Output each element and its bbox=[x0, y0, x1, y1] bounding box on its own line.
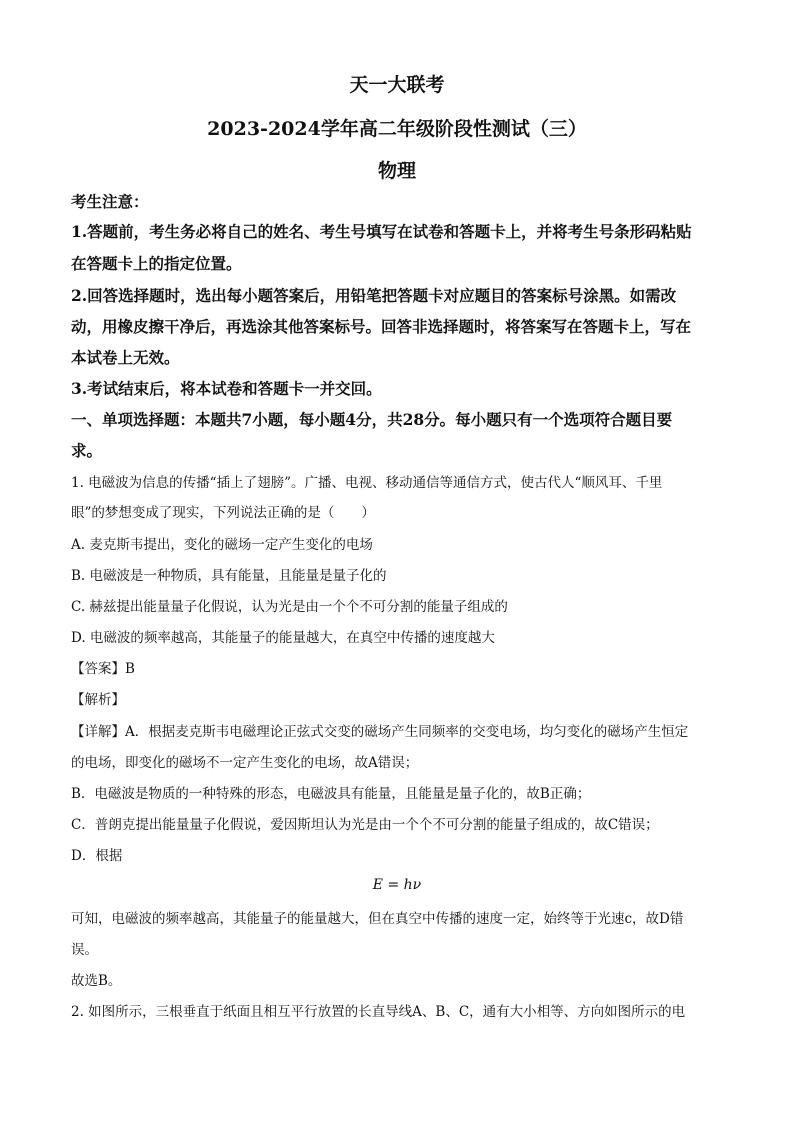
notice-item-1a: 1.答题前，考生务必将自己的姓名、考生号填写在试卷和答题卡上，并将考生号条形码粘贴 bbox=[71, 222, 692, 241]
section-title-a: 一、单项选择题：本题共7小题，每小题4分，共28分。每小题只有一个选项符合题目要 bbox=[71, 410, 673, 429]
q1-analysis-label: 【解析】 bbox=[71, 692, 125, 708]
q1-stem-b: 眼”的梦想变成了现实，下列说法正确的是（ ） bbox=[71, 505, 375, 521]
org-title: 天一大联考 bbox=[349, 74, 445, 96]
notice-item-2b: 动，用橡皮擦干净后，再选涂其他答案标号。回答非选择题时，将答案写在答题卡上，写在 bbox=[71, 317, 692, 336]
q1-detail-g: 误。 bbox=[71, 942, 98, 958]
q2-stem-a: 2. 如图所示，三根垂直于纸面且相互平行放置的长直导线A、B、C，通有大小相等、方向如图所示的电 bbox=[71, 1004, 686, 1020]
q1-detail-b: 的电场，即变化的磁场不一定产生变化的电场，故A错误； bbox=[71, 755, 419, 771]
exam-title: 2023-2024学年高二年级阶段性测试（三） bbox=[207, 118, 587, 140]
q1-detail-a: 【详解】A．根据麦克斯韦电磁理论正弦式交变的磁场产生同频率的交变电场，均匀变化的磁场产生恒定 bbox=[71, 724, 689, 740]
q1-stem-a: 1. 电磁波为信息的传播“插上了翅膀”。广播、电视、移动通信等通信方式，使古代人“顺风耳、千里 bbox=[71, 475, 663, 491]
section-title-b: 求。 bbox=[71, 441, 103, 460]
q1-formula: E = hν bbox=[372, 877, 422, 893]
q1-conclusion: 故选B。 bbox=[71, 973, 122, 989]
q1-option-d: D. 电磁波的频率越高，其能量子的能量越大，在真空中传播的速度越大 bbox=[71, 630, 495, 646]
notice-item-2a: 2.回答选择题时，选出每小题答案后，用铅笔把答题卡对应题目的答案标号涂黑。如需改 bbox=[71, 286, 677, 305]
q1-detail-e: D．根据 bbox=[71, 848, 123, 864]
subject-title: 物理 bbox=[377, 160, 416, 182]
notice-item-1b: 在答题卡上的指定位置。 bbox=[71, 254, 242, 273]
notice-title: 考生注意： bbox=[71, 192, 149, 211]
q1-answer: 【答案】B bbox=[71, 661, 135, 677]
q1-option-a: A. 麦克斯韦提出，变化的磁场一定产生变化的电场 bbox=[71, 537, 373, 553]
notice-item-2c: 本试卷上无效。 bbox=[71, 348, 180, 367]
q1-detail-f: 可知，电磁波的频率越高，其能量子的能量越大，但在真空中传播的速度一定，始终等于光速c，故D错 bbox=[71, 911, 684, 927]
q1-detail-d: C．普朗克提出能量量子化假说，爱因斯坦认为光是由一个个不可分割的能量子组成的，故C错误； bbox=[71, 817, 659, 833]
q1-option-b: B. 电磁波是一种物质，具有能量，且能量是量子化的 bbox=[71, 568, 387, 584]
notice-item-3: 3.考试结束后，将本试卷和答题卡一并交回。 bbox=[71, 379, 382, 398]
q1-detail-c: B．电磁波是物质的一种特殊的形态，电磁波具有能量，且能量是量子化的，故B正确； bbox=[71, 786, 591, 802]
q1-option-c: C. 赫兹提出能量量子化假说，认为光是由一个个不可分割的能量子组成的 bbox=[71, 599, 508, 615]
